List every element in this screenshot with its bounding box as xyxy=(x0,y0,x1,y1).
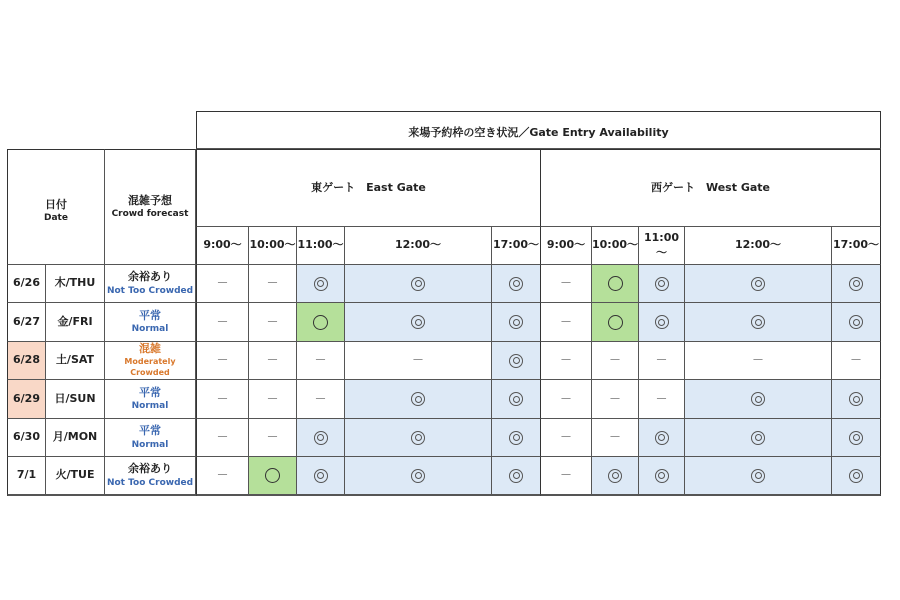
forecast-cell xyxy=(105,342,196,380)
west-slot-cell xyxy=(685,419,832,457)
forecast-cell xyxy=(105,419,196,457)
double-circle-icon xyxy=(509,354,523,368)
dash-icon xyxy=(216,495,228,496)
east-slot-cell xyxy=(345,265,492,303)
double-circle-icon xyxy=(849,315,863,329)
dash-icon: － xyxy=(266,353,279,368)
west-slot-cell xyxy=(541,342,592,380)
east-slot-cell xyxy=(345,457,492,495)
east-slot-cell xyxy=(249,303,297,342)
west-slot-cell xyxy=(541,303,592,342)
east-time-11: 11:00～ xyxy=(297,227,345,265)
dash-icon: － xyxy=(216,353,229,368)
west-slot-cell xyxy=(685,265,832,303)
double-circle-icon xyxy=(509,469,523,483)
east-slot-cell xyxy=(297,457,345,495)
double-circle-icon xyxy=(849,469,863,483)
forecast-jp: 混雑 xyxy=(139,342,161,356)
forecast-cell xyxy=(105,380,196,419)
east-slot-cell xyxy=(492,495,541,496)
circle-icon xyxy=(608,276,623,291)
west-slot-cell xyxy=(541,419,592,457)
dash-icon: － xyxy=(216,468,229,483)
east-slot-cell xyxy=(345,303,492,342)
west-slot-cell xyxy=(592,457,639,495)
day-cell xyxy=(46,495,105,496)
double-circle-icon xyxy=(509,315,523,329)
east-slot-cell xyxy=(249,457,297,495)
west-slot-cell xyxy=(639,495,685,496)
double-circle-icon xyxy=(509,392,523,406)
forecast-header-jp: 混雑予想 xyxy=(128,193,172,207)
day-cell: 土/SAT xyxy=(46,342,105,380)
west-slot-cell xyxy=(592,303,639,342)
dash-icon: － xyxy=(849,353,862,368)
forecast-jp xyxy=(128,495,172,496)
double-circle-icon xyxy=(314,469,328,483)
west-slot-cell xyxy=(639,303,685,342)
day-cell: 日/SUN xyxy=(46,380,105,419)
west-slot-cell xyxy=(685,495,832,496)
double-circle-icon xyxy=(411,315,425,329)
west-slot-cell xyxy=(639,342,685,380)
dash-icon: － xyxy=(608,391,621,406)
west-slot-cell xyxy=(832,380,881,419)
day-cell: 木/THU xyxy=(46,265,105,303)
east-slot-cell xyxy=(297,419,345,457)
east-slot-cell xyxy=(196,265,249,303)
east-slot-cell xyxy=(492,265,541,303)
double-circle-icon xyxy=(655,315,669,329)
double-circle-icon xyxy=(655,277,669,291)
east-slot-cell xyxy=(196,419,249,457)
dash-icon: － xyxy=(751,353,764,368)
west-slot-cell xyxy=(639,419,685,457)
forecast-header-en: Crowd forecast xyxy=(111,209,189,220)
east-slot-cell xyxy=(196,380,249,419)
west-slot-cell xyxy=(541,265,592,303)
east-slot-cell xyxy=(196,342,249,380)
forecast-en: Not Too Crowded xyxy=(106,285,194,296)
forecast-en: Not Too Crowded xyxy=(106,477,194,488)
east-slot-cell xyxy=(249,495,297,496)
west-slot-cell xyxy=(832,342,881,380)
west-slot-cell xyxy=(639,457,685,495)
circle-icon xyxy=(608,315,623,330)
forecast-header xyxy=(105,149,196,265)
double-circle-icon xyxy=(849,277,863,291)
date-cell: 7/1 xyxy=(7,457,46,495)
west-slot-cell xyxy=(685,380,832,419)
dash-icon: － xyxy=(608,430,621,445)
east-slot-cell xyxy=(196,495,249,496)
double-circle-icon xyxy=(751,495,765,496)
west-slot-cell xyxy=(639,265,685,303)
east-time-12: 12:00～ xyxy=(345,227,492,265)
east-gate-header: 東ゲート East Gate xyxy=(196,149,541,227)
east-time-9: 9:00～ xyxy=(196,227,249,265)
west-slot-cell xyxy=(832,303,881,342)
double-circle-icon xyxy=(608,469,622,483)
date-cell: 6/29 xyxy=(7,380,46,419)
double-circle-icon xyxy=(849,495,863,496)
availability-table xyxy=(7,111,883,495)
date-cell: 6/27 xyxy=(7,303,46,342)
double-circle-icon xyxy=(411,431,425,445)
east-slot-cell xyxy=(297,265,345,303)
forecast-jp: 余裕あり xyxy=(128,462,172,475)
west-slot-cell xyxy=(541,380,592,419)
dash-icon: － xyxy=(216,430,229,445)
forecast-jp: 平常 xyxy=(139,308,161,322)
double-circle-icon xyxy=(411,392,425,406)
date-cell xyxy=(7,495,46,496)
west-slot-cell xyxy=(832,457,881,495)
west-slot-cell xyxy=(592,419,639,457)
east-slot-cell xyxy=(345,342,492,380)
east-slot-cell xyxy=(196,303,249,342)
double-circle-icon xyxy=(655,431,669,445)
west-slot-cell xyxy=(592,265,639,303)
dash-icon: － xyxy=(559,353,572,368)
date-header-jp: 日付 xyxy=(45,197,67,211)
double-circle-icon xyxy=(849,431,863,445)
east-slot-cell xyxy=(345,495,492,496)
double-circle-icon xyxy=(655,469,669,483)
west-slot-cell xyxy=(592,380,639,419)
double-circle-icon xyxy=(509,277,523,291)
forecast-en: Normal xyxy=(131,401,169,412)
dash-icon xyxy=(560,495,572,496)
double-circle-icon xyxy=(411,277,425,291)
double-circle-icon xyxy=(314,495,328,496)
east-slot-cell xyxy=(249,380,297,419)
east-slot-cell xyxy=(492,457,541,495)
dash-icon: － xyxy=(266,276,279,291)
west-slot-cell xyxy=(541,457,592,495)
west-time-12: 12:00～ xyxy=(685,227,832,265)
dash-icon: － xyxy=(559,468,572,483)
circle-icon xyxy=(313,315,328,330)
forecast-jp: 平常 xyxy=(139,385,161,399)
dash-icon: － xyxy=(559,391,572,406)
dash-icon: － xyxy=(266,391,279,406)
double-circle-icon xyxy=(849,392,863,406)
forecast-en: Normal xyxy=(131,324,169,335)
double-circle-icon xyxy=(411,495,425,496)
east-time-17: 17:00～ xyxy=(492,227,541,265)
double-circle-icon xyxy=(751,469,765,483)
west-slot-cell xyxy=(685,342,832,380)
table-title: 来場予約枠の空き状況／Gate Entry Availability xyxy=(196,111,881,149)
dash-icon: － xyxy=(559,314,572,329)
east-slot-cell xyxy=(297,495,345,496)
dash-icon: － xyxy=(655,391,668,406)
circle-icon xyxy=(608,495,623,496)
east-slot-cell xyxy=(492,342,541,380)
dash-icon: － xyxy=(314,391,327,406)
east-slot-cell xyxy=(297,380,345,419)
east-slot-cell xyxy=(345,419,492,457)
dash-icon: － xyxy=(314,353,327,368)
dash-icon: － xyxy=(411,353,424,368)
double-circle-icon xyxy=(411,469,425,483)
forecast-jp: 平常 xyxy=(139,424,161,437)
dash-icon: － xyxy=(216,391,229,406)
dash-icon: － xyxy=(266,430,279,445)
date-cell: 6/28 xyxy=(7,342,46,380)
double-circle-icon xyxy=(314,277,328,291)
double-circle-icon xyxy=(314,431,328,445)
east-slot-cell xyxy=(492,419,541,457)
east-slot-cell xyxy=(345,380,492,419)
date-cell: 6/26 xyxy=(7,265,46,303)
date-header xyxy=(7,149,105,265)
west-slot-cell xyxy=(592,495,639,496)
dash-icon: － xyxy=(608,353,621,368)
double-circle-icon xyxy=(751,315,765,329)
day-cell: 月/MON xyxy=(46,419,105,457)
forecast-cell xyxy=(105,303,196,342)
forecast-cell xyxy=(105,495,196,496)
west-slot-cell xyxy=(685,457,832,495)
day-cell: 金/FRI xyxy=(46,303,105,342)
dash-icon xyxy=(266,495,278,496)
west-slot-cell xyxy=(685,303,832,342)
west-slot-cell xyxy=(592,342,639,380)
east-slot-cell xyxy=(196,457,249,495)
west-time-17: 17:00～ xyxy=(832,227,881,265)
dash-icon: － xyxy=(559,430,572,445)
forecast-cell xyxy=(105,265,196,303)
forecast-cell xyxy=(105,457,196,495)
west-slot-cell xyxy=(832,495,881,496)
date-header-en: Date xyxy=(44,213,68,224)
forecast-en: Moderately Crowded xyxy=(124,357,176,377)
forecast-jp: 余裕あり xyxy=(128,270,172,283)
double-circle-icon xyxy=(751,277,765,291)
west-gate-header: 西ゲート West Gate xyxy=(541,149,881,227)
west-slot-cell xyxy=(541,495,592,496)
double-circle-icon xyxy=(655,495,669,496)
dash-icon: － xyxy=(559,276,572,291)
double-circle-icon xyxy=(751,431,765,445)
west-time-9: 9:00～ xyxy=(541,227,592,265)
east-slot-cell xyxy=(249,342,297,380)
dash-icon: － xyxy=(655,353,668,368)
dash-icon: － xyxy=(216,314,229,329)
circle-icon xyxy=(265,468,280,483)
double-circle-icon xyxy=(509,495,523,496)
double-circle-icon xyxy=(509,431,523,445)
east-slot-cell xyxy=(249,265,297,303)
east-time-10: 10:00～ xyxy=(249,227,297,265)
west-slot-cell xyxy=(639,380,685,419)
double-circle-icon xyxy=(751,392,765,406)
west-time-10: 10:00～ xyxy=(592,227,639,265)
forecast-en: Normal xyxy=(131,439,169,450)
date-cell: 6/30 xyxy=(7,419,46,457)
east-slot-cell xyxy=(492,303,541,342)
east-slot-cell xyxy=(492,380,541,419)
day-cell: 火/TUE xyxy=(46,457,105,495)
east-slot-cell xyxy=(249,419,297,457)
west-slot-cell xyxy=(832,419,881,457)
west-slot-cell xyxy=(832,265,881,303)
west-time-11: 11:00～ xyxy=(639,227,685,265)
east-slot-cell xyxy=(297,342,345,380)
dash-icon: － xyxy=(216,276,229,291)
dash-icon: － xyxy=(266,314,279,329)
east-slot-cell xyxy=(297,303,345,342)
